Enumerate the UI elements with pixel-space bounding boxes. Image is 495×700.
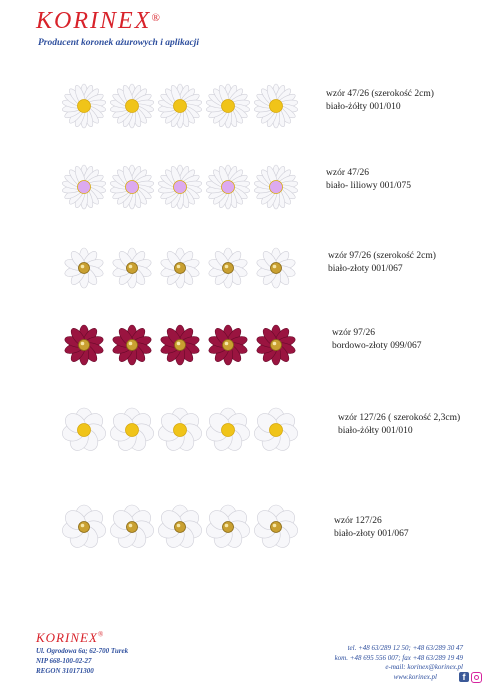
lace-flower bbox=[112, 325, 153, 365]
company-tagline: Producent koronek ażurowych i aplikacji bbox=[38, 38, 199, 48]
color-label: bordowo-złoty 099/067 bbox=[332, 341, 422, 351]
color-label: biało-złoty 001/067 bbox=[334, 529, 409, 539]
website-link[interactable]: www.korinex.pl bbox=[393, 672, 437, 681]
pattern-label: wzór 97/26 bbox=[332, 328, 376, 338]
regon: REGON 310171300 bbox=[36, 667, 94, 675]
lace-sample-image bbox=[62, 238, 322, 298]
lace-flower bbox=[205, 408, 252, 454]
instagram-icon[interactable] bbox=[471, 672, 482, 683]
lace-flower bbox=[157, 505, 204, 551]
color-label: biało-żółty 001/010 bbox=[338, 426, 413, 436]
product-caption bbox=[328, 250, 436, 276]
lace-flower bbox=[110, 165, 155, 209]
pattern-label: wzór 47/26 (szerokość 2cm) bbox=[326, 89, 434, 99]
nip: NIP 668-100-02-27 bbox=[36, 657, 92, 665]
color-label: biało-złoty 001/067 bbox=[328, 264, 403, 274]
lace-flower bbox=[109, 408, 156, 454]
lace-flower bbox=[256, 325, 297, 365]
lace-sample-image bbox=[62, 157, 322, 217]
product-row bbox=[0, 76, 495, 136]
lace-flower bbox=[254, 84, 299, 128]
product-caption bbox=[326, 167, 411, 193]
product-row bbox=[0, 238, 495, 298]
lace-sample-image bbox=[62, 497, 322, 557]
company-logo: KORINEX® bbox=[36, 8, 162, 34]
footer-logo: KORINEX® bbox=[36, 630, 105, 645]
lace-flower bbox=[253, 505, 300, 551]
product-caption bbox=[338, 412, 460, 438]
lace-flower bbox=[64, 325, 105, 365]
lace-flower bbox=[256, 248, 297, 288]
product-row bbox=[0, 400, 495, 460]
lace-flower bbox=[205, 505, 252, 551]
pattern-label: wzór 127/26 bbox=[334, 516, 382, 526]
page-footer bbox=[0, 630, 495, 700]
color-label: biało-żółty 001/010 bbox=[326, 102, 401, 112]
email-link[interactable]: e-mail: korinex@korinex.pl bbox=[385, 663, 463, 671]
lace-flower bbox=[62, 165, 106, 209]
lace-sample-image bbox=[62, 315, 322, 375]
mobile-fax: kom. +48 695 556 007; fax +48 63/289 19 49 bbox=[334, 653, 463, 662]
lace-flower bbox=[253, 408, 300, 454]
lace-flower bbox=[160, 248, 201, 288]
lace-flower bbox=[208, 325, 249, 365]
lace-flower bbox=[62, 84, 106, 128]
pattern-label: wzór 127/26 ( szerokość 2,3cm) bbox=[338, 413, 461, 423]
lace-flower bbox=[254, 165, 299, 209]
lace-flower bbox=[64, 248, 105, 288]
company-details bbox=[36, 646, 128, 676]
lace-flower bbox=[112, 248, 153, 288]
product-row bbox=[0, 497, 495, 557]
pattern-label: wzór 47/26 bbox=[326, 168, 370, 178]
facebook-icon[interactable]: f bbox=[459, 672, 469, 682]
color-label: biało- liliowy 001/075 bbox=[326, 181, 411, 191]
pattern-label: wzór 97/26 (szerokość 2cm) bbox=[328, 251, 436, 261]
product-caption bbox=[334, 515, 409, 541]
lace-flower bbox=[62, 408, 107, 454]
contact-details bbox=[335, 644, 463, 682]
product-row bbox=[0, 157, 495, 217]
lace-flower bbox=[109, 505, 156, 551]
lace-flower bbox=[157, 408, 204, 454]
lace-flower bbox=[160, 325, 201, 365]
lace-flower bbox=[158, 165, 203, 209]
product-caption bbox=[326, 88, 434, 114]
lace-sample-image bbox=[62, 400, 322, 460]
lace-flower bbox=[110, 84, 155, 128]
product-caption bbox=[332, 327, 421, 353]
lace-flower bbox=[158, 84, 203, 128]
lace-flower bbox=[206, 165, 251, 209]
product-row bbox=[0, 315, 495, 375]
lace-flower bbox=[206, 84, 251, 128]
lace-flower bbox=[208, 248, 249, 288]
phone: tel. +48 63/289 12 50; +48 63/289 30 47 bbox=[347, 644, 463, 652]
lace-sample-image bbox=[62, 76, 322, 136]
address: Ul. Ogrodowa 6a; 62-700 Turek bbox=[36, 647, 129, 655]
lace-flower bbox=[62, 505, 107, 551]
